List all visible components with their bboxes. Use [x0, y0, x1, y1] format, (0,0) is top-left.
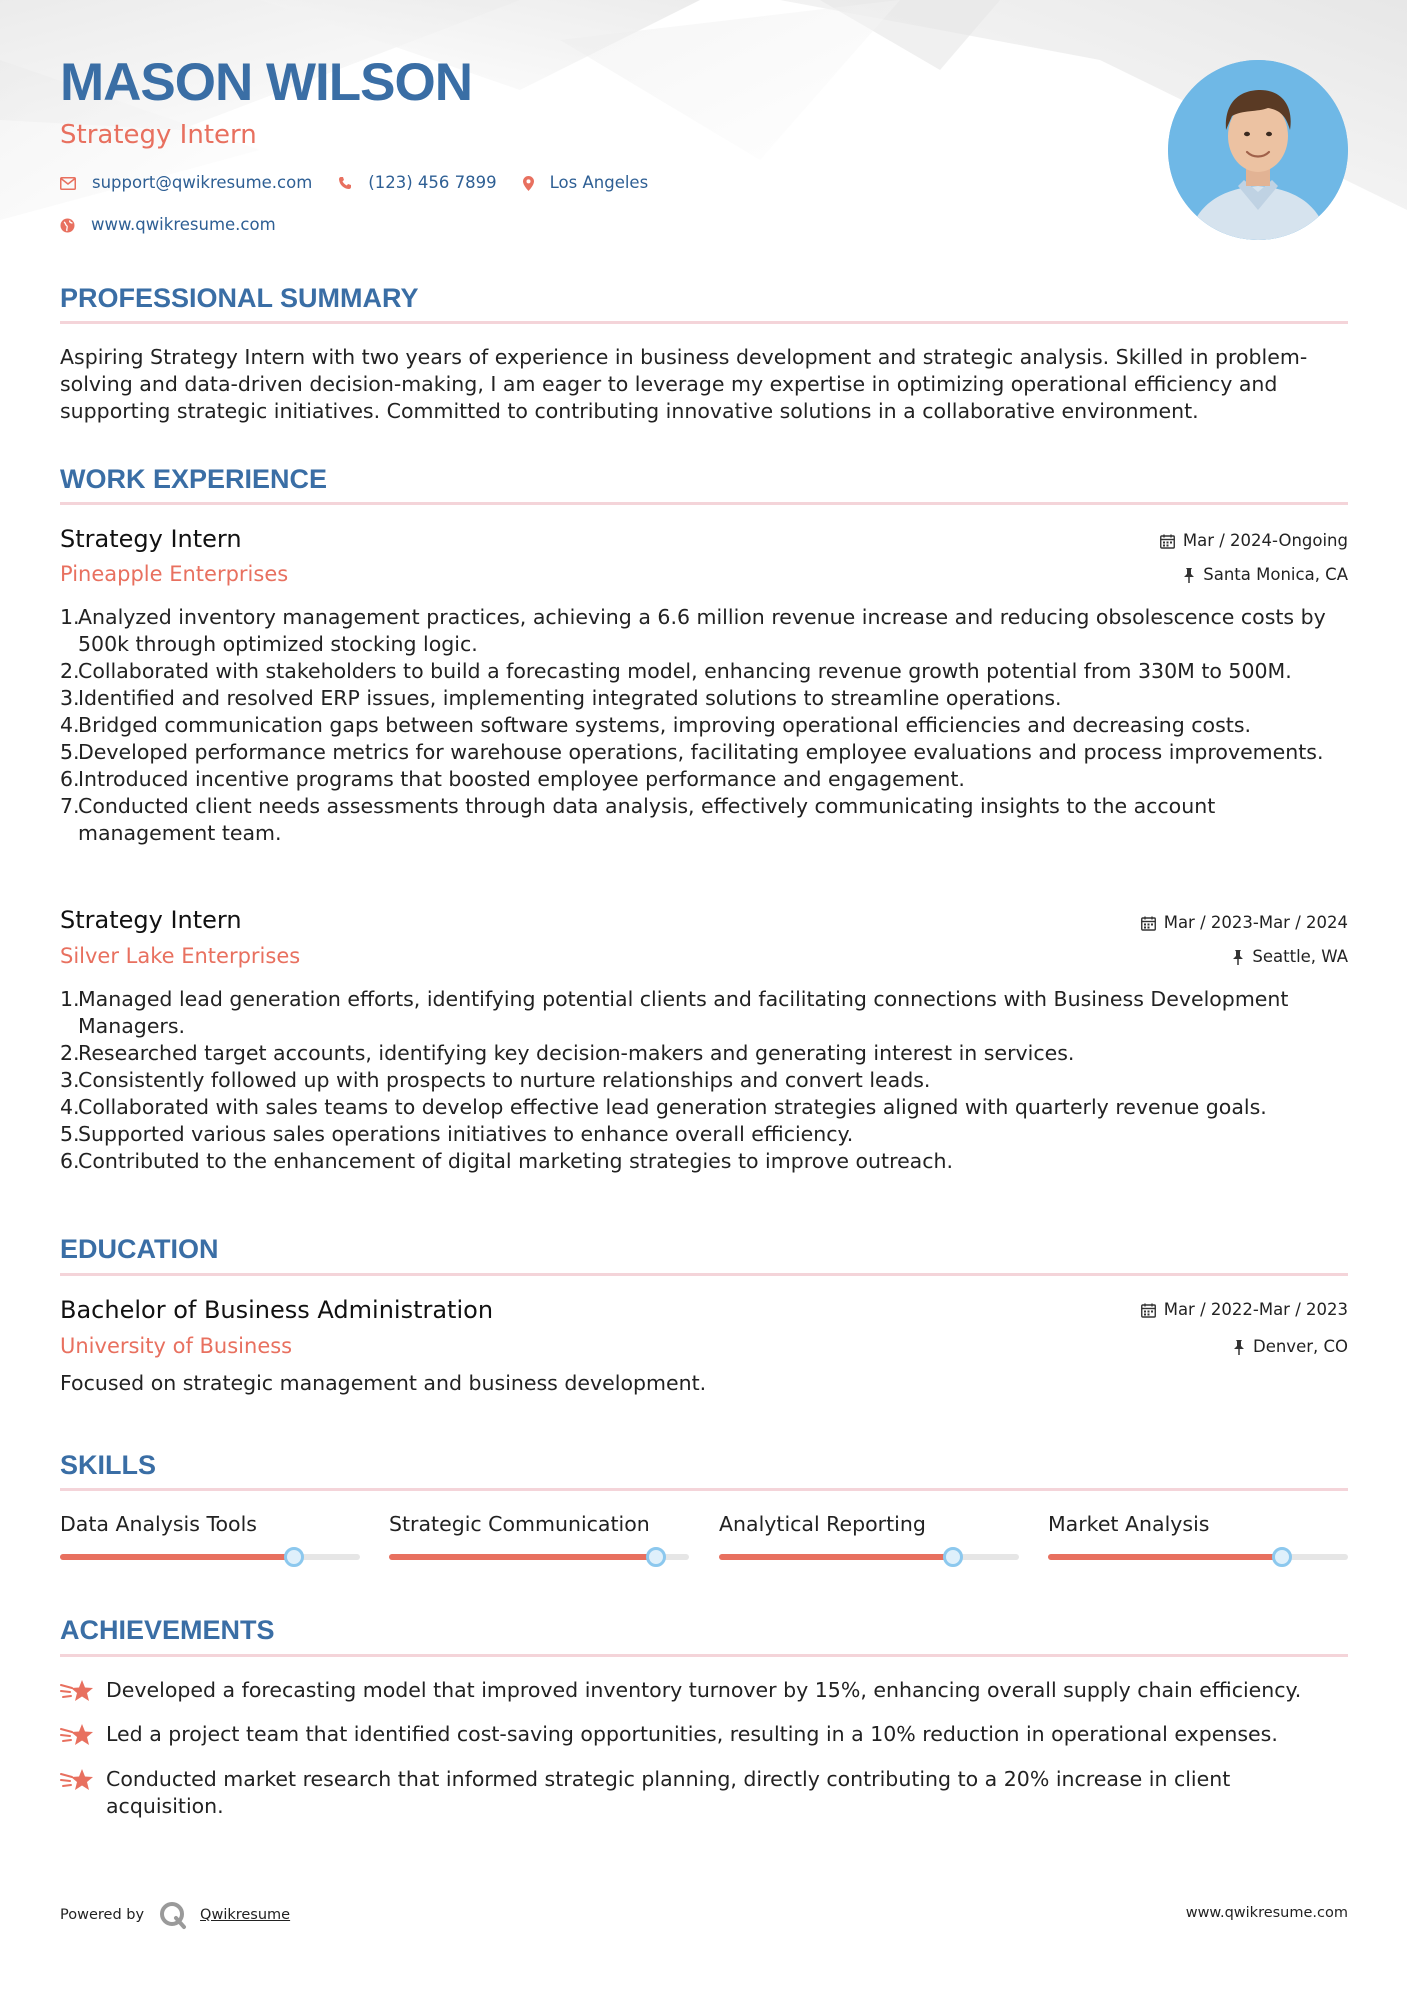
- qwikresume-link[interactable]: Qwikresume: [200, 1907, 291, 1923]
- skill-item: [60, 1514, 360, 1535]
- pushpin-icon: [1183, 568, 1195, 583]
- phone-text: (123) 456 7899: [368, 173, 497, 192]
- skill-bar-fill: [389, 1554, 656, 1560]
- calendar-icon: [1141, 916, 1156, 931]
- achievements-heading: ACHIEVEMENTS: [60, 1615, 275, 1645]
- list-item: 1. Managed lead generation efforts, identifying potential clients and facilitating connections with Business Development Managers.: [60, 987, 1289, 1038]
- list-item: 4. Collaborated with sales teams to develop effective lead generation strategies aligned with quarterly revenue goals.: [60, 1095, 1267, 1119]
- globe-icon: [60, 218, 75, 233]
- contact-location: [523, 175, 649, 192]
- job-2-location: [1232, 949, 1348, 966]
- education-dates: [1141, 1302, 1348, 1319]
- calendar-icon: [1141, 1303, 1156, 1318]
- skill-bar-track: [389, 1554, 689, 1560]
- job-1-title: Strategy Intern: [60, 525, 242, 553]
- contact-website[interactable]: [60, 217, 276, 234]
- education-location: [1233, 1339, 1348, 1356]
- list-item: 5. Developed performance metrics for warehouse operations, facilitating employee evaluations and process improvements.: [60, 740, 1324, 764]
- qwikresume-logo-icon: [158, 1900, 188, 1930]
- achievement-text: Conducted market research that informed strategic planning, directly contributing to a 20% increase in client acquisition.: [106, 1767, 1231, 1818]
- achievement-text: Developed a forecasting model that improved inventory turnover by 15%, enhancing overall supply chain efficiency.: [106, 1678, 1302, 1702]
- achievement-item: [60, 1766, 1348, 1820]
- skill-label: Market Analysis: [1048, 1512, 1210, 1536]
- pushpin-icon: [1233, 1340, 1245, 1355]
- list-item: 2. Researched target accounts, identifying key decision-makers and generating interest in services.: [60, 1041, 1075, 1065]
- job-2-title: Strategy Intern: [60, 906, 242, 934]
- contact-row: [60, 175, 674, 192]
- skill-bar-knob: [1272, 1547, 1292, 1567]
- list-item: 6. Contributed to the enhancement of digital marketing strategies to improve outreach.: [60, 1149, 954, 1173]
- list-item: 7. Conducted client needs assessments through data analysis, effectively communicating insights to the account management team.: [60, 794, 1216, 845]
- calendar-icon: [1160, 534, 1175, 549]
- list-item: 1. Analyzed inventory management practices, achieving a 6.6 million revenue increase and reducing obsolescence costs by 500k through optimized stocking logic.: [60, 605, 1326, 656]
- job-1-dates: [1160, 533, 1348, 550]
- education-description: Focused on strategic management and business development.: [60, 1371, 707, 1395]
- skill-bar-track: [719, 1554, 1019, 1560]
- list-item: 3. Consistently followed up with prospects to nurture relationships and convert leads.: [60, 1068, 931, 1092]
- skill-bar-knob: [646, 1547, 666, 1567]
- achievement-text: Led a project team that identified cost-saving opportunities, resulting in a 10% reduction in operational expenses.: [106, 1722, 1278, 1746]
- skill-bar-fill: [60, 1554, 294, 1560]
- candidate-role: Strategy Intern: [60, 120, 257, 150]
- envelope-icon: [60, 177, 76, 190]
- list-item: 2. Collaborated with stakeholders to build a forecasting model, enhancing revenue growth potential from 330M to 500M.: [60, 659, 1292, 683]
- contact-phone[interactable]: [338, 175, 496, 192]
- powered-by-label: Powered by: [60, 1907, 145, 1923]
- location-text: Los Angeles: [549, 173, 649, 192]
- education-heading: EDUCATION: [60, 1234, 219, 1264]
- skill-label: Data Analysis Tools: [60, 1512, 257, 1536]
- list-item: 6. Introduced incentive programs that boosted employee performance and engagement.: [60, 767, 965, 791]
- skill-bar-fill: [1048, 1554, 1282, 1560]
- candidate-name: MASON WILSON: [60, 53, 472, 112]
- skill-label: Strategic Communication: [389, 1512, 650, 1536]
- map-pin-icon: [523, 176, 534, 191]
- list-item: 3. Identified and resolved ERP issues, implementing integrated solutions to streamline operations.: [60, 686, 1062, 710]
- job-2-bullets: [60, 986, 1348, 1175]
- email-text: support@qwikresume.com: [92, 173, 313, 192]
- footer-website[interactable]: www.qwikresume.com: [1185, 1905, 1348, 1921]
- job-2-location-text: Seattle, WA: [1252, 947, 1348, 966]
- job-1-location: [1183, 567, 1348, 584]
- education-dates-text: Mar / 2022-Mar / 2023: [1163, 1300, 1348, 1319]
- summary-divider: [60, 321, 1348, 324]
- achievements-divider: [60, 1654, 1348, 1657]
- education-degree: Bachelor of Business Administration: [60, 1296, 494, 1324]
- list-item: 5. Supported various sales operations initiatives to enhance overall efficiency.: [60, 1122, 854, 1146]
- footer-powered-by: [60, 1900, 290, 1930]
- summary-text: Aspiring Strategy Intern with two years of experience in business development and strategic analysis. Skilled in problem-solving and data-driven decision-making, I am eager to leverage my expertise in optimizing operational efficiency and supporting strategic initiatives. Committed to contributing innovative solutions in a collaborative environment.: [60, 345, 1308, 423]
- skill-item: [1048, 1514, 1348, 1535]
- skill-bar-fill: [719, 1554, 953, 1560]
- job-1-bullets: [60, 604, 1348, 847]
- pushpin-icon: [1232, 950, 1244, 965]
- contact-row-website: [60, 217, 302, 234]
- skill-label: Analytical Reporting: [719, 1512, 926, 1536]
- summary-heading: PROFESSIONAL SUMMARY: [60, 283, 419, 313]
- skills-divider: [60, 1488, 1348, 1491]
- achievement-item: [60, 1721, 1348, 1748]
- skill-bar-track: [1048, 1554, 1348, 1560]
- phone-icon: [338, 176, 352, 190]
- skills-heading: SKILLS: [60, 1450, 157, 1480]
- achievement-item: [60, 1677, 1348, 1704]
- contact-email[interactable]: [60, 175, 312, 192]
- job-1-location-text: Santa Monica, CA: [1203, 565, 1348, 584]
- shooting-star-icon: [60, 1768, 94, 1792]
- skill-item: [389, 1514, 689, 1535]
- education-divider: [60, 1273, 1348, 1276]
- shooting-star-icon: [60, 1679, 94, 1703]
- skill-bar-track: [60, 1554, 360, 1560]
- education-location-text: Denver, CO: [1252, 1337, 1348, 1356]
- job-1-dates-text: Mar / 2024-Ongoing: [1182, 531, 1348, 550]
- skill-item: [719, 1514, 1019, 1535]
- profile-photo: [1168, 60, 1348, 240]
- work-heading: WORK EXPERIENCE: [60, 464, 328, 494]
- job-2-dates: [1141, 915, 1348, 932]
- list-item: 4. Bridged communication gaps between software systems, improving operational efficiencies and decreasing costs.: [60, 713, 1252, 737]
- job-1-company: Pineapple Enterprises: [60, 562, 289, 586]
- education-school: University of Business: [60, 1334, 293, 1358]
- job-2-dates-text: Mar / 2023-Mar / 2024: [1163, 913, 1348, 932]
- shooting-star-icon: [60, 1723, 94, 1747]
- work-divider: [60, 502, 1348, 505]
- skill-bar-knob: [943, 1547, 963, 1567]
- skill-bar-knob: [284, 1547, 304, 1567]
- job-2-company: Silver Lake Enterprises: [60, 944, 301, 968]
- website-text: www.qwikresume.com: [91, 215, 276, 234]
